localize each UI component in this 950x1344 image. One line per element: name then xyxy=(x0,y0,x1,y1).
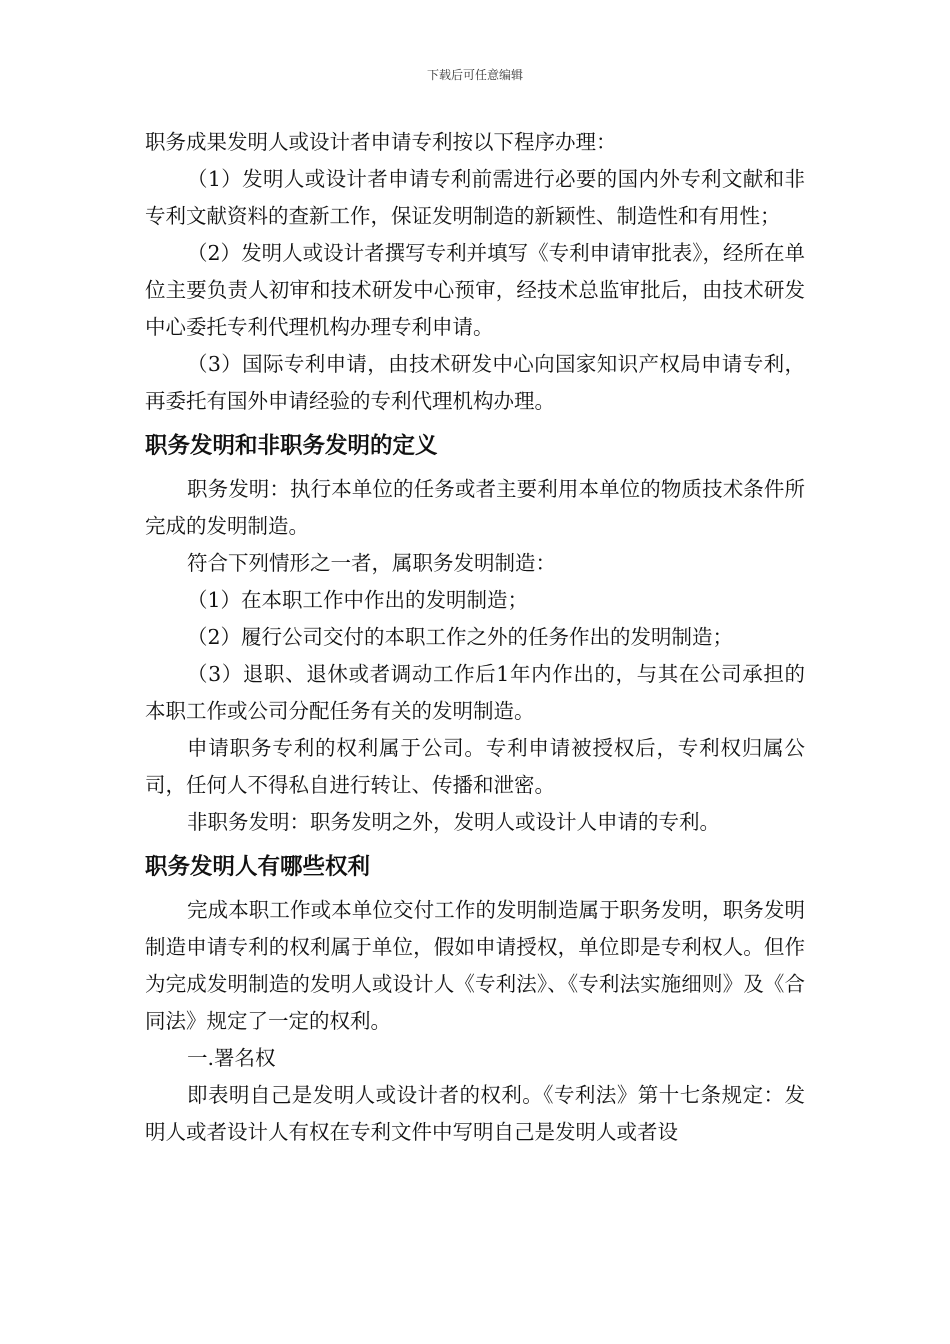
definition-paragraph: 职务发明：执行本单位的任务或者主要利用本单位的物质技术条件所完成的发明制造。 xyxy=(145,477,805,538)
criteria-item-3: （3）退职、退休或者调动工作后1年内作出的，与其在公司承担的本职工作或公司分配任务有关的发明制造。 xyxy=(145,662,805,723)
document-body xyxy=(145,124,805,1151)
procedure-step-2: （2）发明人或设计者撰写专利并填写《专利申请审批表》，经所在单位主要负责人初审和技术研发中心预审，经技术总监审批后，由技术研发中心委托专利代理机构办理专利申请。 xyxy=(145,241,805,339)
section-heading-rights: 职务发明人有哪些权利 xyxy=(145,854,371,880)
rights-intro-paragraph: 完成本职工作或本单位交付工作的发明制造属于职务发明，职务发明制造申请专利的权利属于单位，假如申请授权，单位即是专利权人。但作为完成发明制造的发明人或设计人《专利法》、《专利法实施细则》及《合同法》规定了一定的权利。 xyxy=(145,898,805,1033)
page-header: 下载后可任意编辑 xyxy=(426,68,523,82)
criteria-item-1: （1）在本职工作中作出的发明制造； xyxy=(187,588,529,612)
intro-paragraph: 职务成果发明人或设计者申请专利按以下程序办理： xyxy=(145,130,617,154)
section-heading-definitions: 职务发明和非职务发明的定义 xyxy=(145,433,438,459)
criteria-item-2: （2）履行公司交付的本职工作之外的任务作出的发明制造； xyxy=(187,625,734,649)
ownership-paragraph: 申请职务专利的权利属于公司。专利申请被授权后，专利权归属公司，任何人不得私自进行转让、传播和泄密。 xyxy=(145,736,805,797)
attribution-right-paragraph: 即表明自己是发明人或设计者的权利。《专利法》第十七条规定：发明人或者设计人有权在专利文件中写明自己是发明人或者设 xyxy=(145,1083,805,1144)
criteria-intro: 符合下列情形之一者，属职务发明制造： xyxy=(187,551,556,575)
procedure-step-1: （1）发明人或设计者申请专利前需进行必要的国内外专利文献和非专利文献资料的查新工作，保证发明制造的新颖性、制造性和有用性； xyxy=(145,167,805,228)
procedure-step-3: （3）国际专利申请，由技术研发中心向国家知识产权局申请专利，再委托有国外申请经验的专利代理机构办理。 xyxy=(145,352,805,413)
non-service-invention-paragraph: 非职务发明：职务发明之外，发明人或设计人申请的专利。 xyxy=(187,810,720,834)
subheading-attribution-right: 一.署名权 xyxy=(187,1046,276,1070)
